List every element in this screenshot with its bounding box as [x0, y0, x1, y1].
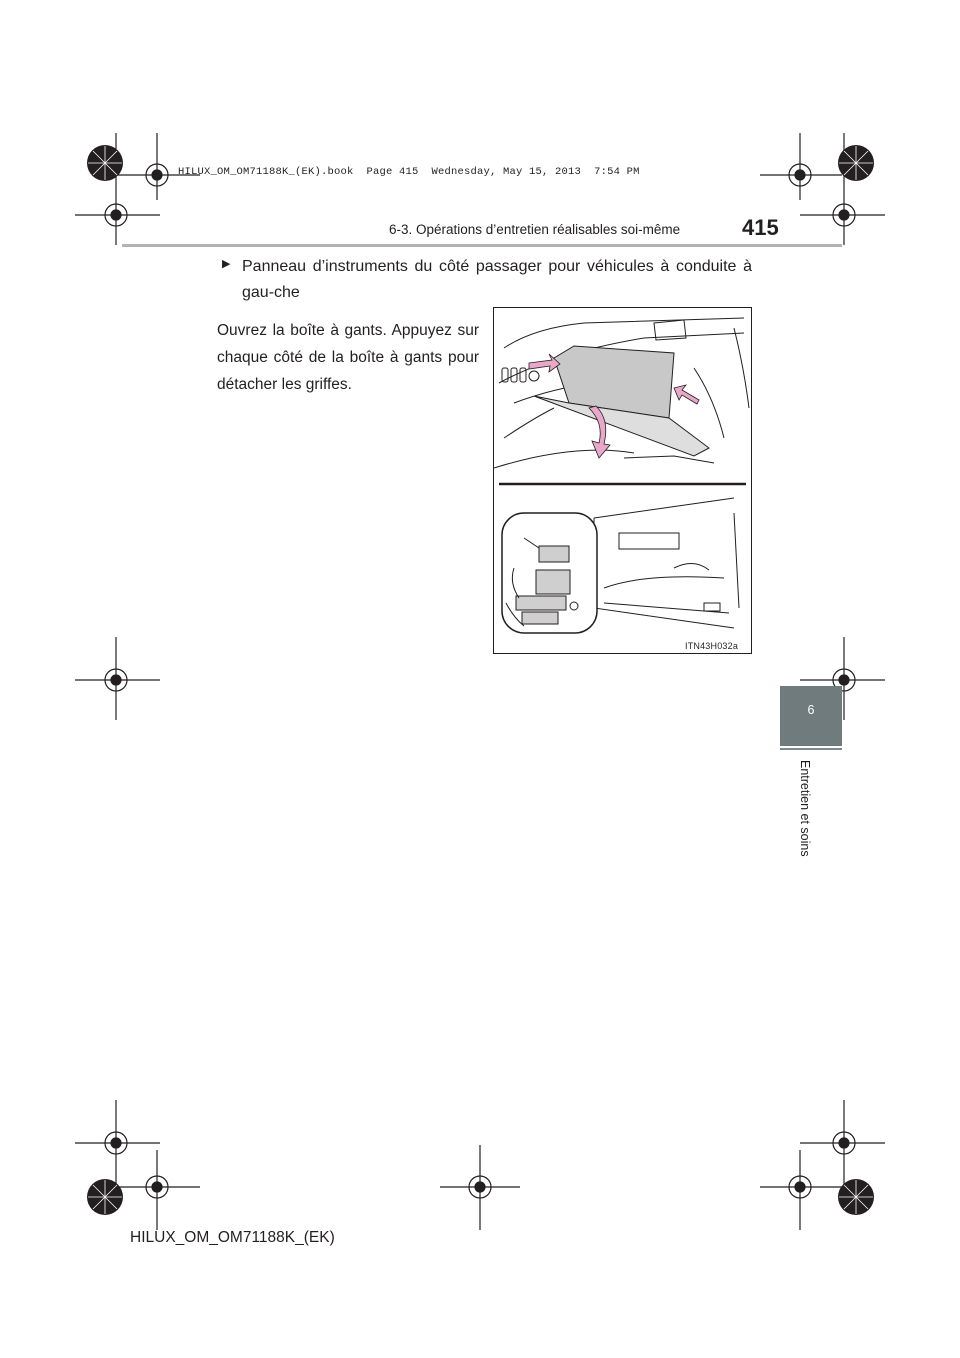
print-info-line: HILUX_OM_OM71188K_(EK).book Page 415 Wednesday, May 15, 2013 7:54 PM	[178, 166, 640, 178]
chapter-label-wrapper	[798, 760, 812, 880]
chapter-tab-divider	[780, 748, 842, 750]
figure-code: ITN43H032a	[685, 641, 739, 651]
instruction-text: Ouvrez la boîte à gants. Appuyez sur chaque côté de la boîte à gants pour détacher les griffes.	[217, 322, 479, 393]
glove-box-illustration	[493, 307, 752, 654]
chapter-label: Entretien et soins	[798, 760, 812, 857]
page-number: 415	[742, 215, 779, 240]
illustration-drawing	[494, 308, 751, 653]
bullet-heading: Panneau d’instruments du côté passager pour véhicules à conduite à gau-che	[242, 258, 752, 301]
triangle-right-icon: ▶	[222, 258, 231, 270]
chapter-number: 6	[807, 703, 815, 717]
header-rule	[122, 244, 842, 247]
section-title: 6-3. Opérations d’entretien réalisables soi-même	[389, 222, 681, 237]
footer-book-id: HILUX_OM_OM71188K_(EK)	[130, 1229, 335, 1246]
